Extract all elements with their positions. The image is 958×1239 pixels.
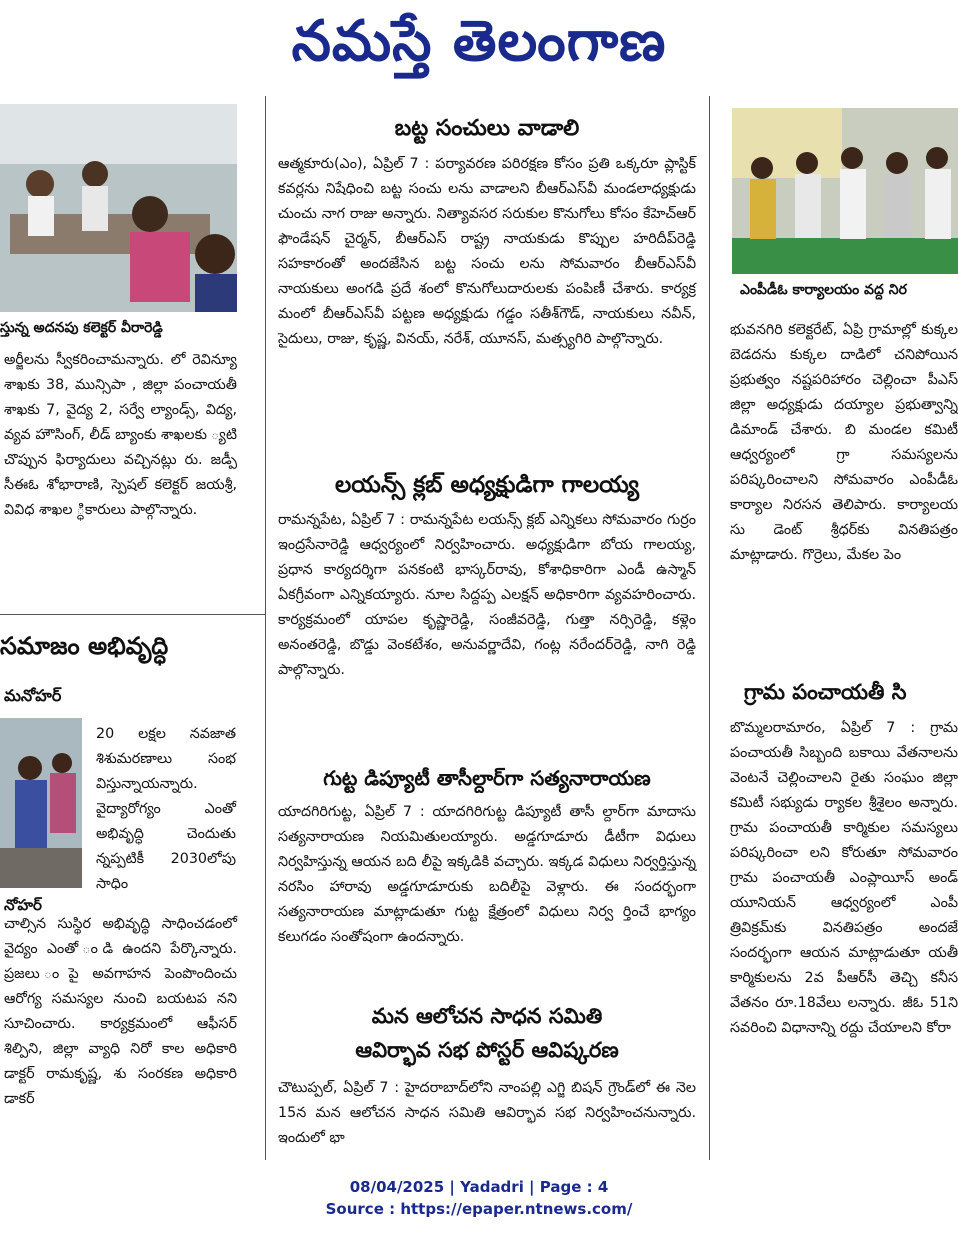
news-photo-health	[0, 718, 82, 888]
footer-date-page: 08/04/2025 | Yadadri | Page : 4	[349, 1178, 609, 1196]
article4-headline-line1: మన ఆలోచన సాధన సమితి	[371, 1004, 603, 1028]
photo-health-image	[0, 718, 82, 888]
article2-headline: లయన్స్‌ క్లబ్‌ అధ్యక్షుడిగా గాలయ్య	[334, 472, 640, 498]
column-divider-left	[265, 96, 266, 1160]
footer-source-link[interactable]: Source : https://epaper.ntnews.com/	[325, 1200, 633, 1218]
right-headline: గ్రామ పంచాయతీ సి	[744, 680, 907, 704]
left-article-text-top: అర్జీలను స్వీకరించామన్నారు. లో రెవిన్యూ శాఖకు 38, మున్సిపా , జిల్లా పంచాయతీ శాఖకు 7, వైద్య 2, సర్వే ల్యాండ్స్‌, విద్య, వ్యవ హౌసింగ్‌, లీడ్‌ బ్యాంకు శాఖలకు ్యటి చొప్పున ఫిర్యాదులు వచ్చినట్లు రు. జడ్పీ సీఈఓ శోభారాణి, స్పెషల్‌ కలెక్టర్‌ జయశ్రీ, వివిధ శాఖల ్ధికారులు పాల్గొన్నారు.	[4, 352, 237, 518]
photo-protest-image	[732, 108, 958, 274]
article3-headline: గుట్ట డిప్యూటీ తాసీల్దార్‌గా సత్యనారాయణ	[323, 766, 651, 790]
left-article-text-bottom: చాల్సిన సుస్థిర అభివృద్ధి సాధించడంలో వైద్యం ఎంతో ండి ఉందని పేర్కొన్నారు. ప్రజలు ంపై అవగాహన పెంపొందించు ఆరోగ్య సమస్యల నుంచి బయటప నని సూచించారు. కార్యక్రమంలో ఆఫీసర్‌ శిల్పిని, జిల్లా వ్యాధి నిరో కాల అధికారి డాక్టర్‌ రామకృష్ణ, శు సంరకణ అధికారి డాకర్‌	[4, 916, 237, 1107]
article1-headline: బట్ట సంచులు వాడాలి	[394, 116, 580, 141]
photo-caption-right: ఎంపీడీఓ కార్యాలయం వద్ద నిర	[740, 282, 907, 298]
left-horizontal-divider	[0, 614, 265, 615]
article4-body: చౌటుప్పల్‌, ఏప్రిల్‌ 7 : హైదరాబాద్‌లోని నాంపల్లి ఎగ్జి బిషన్‌ గ్రౌండ్‌లో ఈ నెల 15న మన ఆలోచన సాధన సమితి ఆవిర్భావ సభ నిర్వహించనున్నారు. ఇందులో భా	[278, 1080, 696, 1146]
photo-caption-health: నోహర్‌	[4, 896, 42, 914]
masthead	[0, 6, 958, 76]
right-article-text-top: భువనగిరి కలెక్టరేట్‌, ఏప్రి గ్రామాల్లో కుక్కల బెడదను కుక్కల దాడిలో చనిపోయిన ప్రభుత్వం నష్టపరిహారం చెల్లించా పీఎస్‌ జిల్లా అధ్యక్షుడు దయ్యాల ప్రభుత్వాన్ని డిమాండ్‌ చేశారు. బి మండల కమిటీ ఆధ్వర్యంలో గ్రా సమస్యలను పరిష్కరించాలని సోమవారం ఎంపీడీఓ కార్యాల నిరసన తెలిపారు. కార్యాలయ సు డెంట్‌ శ్రీధర్‌కు వినతిపత్రం మాట్లాడారు. గొర్రెలు, మేకల పెం	[730, 322, 958, 563]
article2-body: రామన్నపేట, ఏప్రిల్‌ 7 : రామన్నపేట లయన్స్‌ క్లబ్‌ ఎన్నికలు సోమవారం గుర్రం ఇంద్రసేనారెడ్డి ఆధ్వర్యంలో నిర్వహించారు. అధ్యక్షుడిగా బోయ గాలయ్య, ప్రధాన కార్యదర్శిగా పనకంటి భాస్కర్‌రావు, కోశాధికారిగా ఎండీ ఉస్మాన్‌ ఏకగ్రీవంగా ఎన్నికయ్యారు. నూల సిద్దప్ప ఎలక్షన్‌ అధికారిగా వ్యవహరించారు. కార్యక్రమంలో యాపల కృష్ణారెడ్డి, సంజీవరెడ్డి, గుత్తా నర్సిరెడ్డి, కళ్లెం అనంతరెడ్డి, బొడ్డు వెంకటేశం, అనువర్ణాదేవి, గంట్ల నరేందర్‌రెడ్డి, నాగి రెడ్డి పాల్గొన్నారు.	[278, 512, 696, 678]
article4-headline-line2: ఆవిర్భావ సభ పోస్టర్‌ ఆవిష్కరణ	[355, 1038, 619, 1062]
left-headline: సమాజం అభివృద్ధి	[0, 632, 169, 660]
left-article-text-side: 20 లక్షల నవజాత శిశుమరణాలు సంభ విస్తున్నాయన్నారు. వైద్యారోగ్యం ఎంతో అభివృద్ధి చెందుతు న్నప్పటికీ 2030లోపు సాధిం	[96, 726, 236, 892]
photo-meeting-image	[0, 104, 237, 312]
article3-body: యాదగిరిగుట్ట, ఏప్రిల్‌ 7 : యాదగిరిగుట్ట డిప్యూటీ తాసీ ల్దార్‌గా మాదాసు సత్యనారాయణ నియమితులయ్యారు. అడ్డగూడూరు డీటీగా విధులు నిర్వహిస్తున్న ఆయన బది లీపై ఇక్కడికి వచ్చారు. ఇక్కడ విధులు నిర్వర్తిస్తున్న నరసిం హారావు అడ్డగూడూరుకు బదిలీపై వెళ్లారు. ఈ సందర్భంగా సత్యనారాయణ మాట్లాడుతూ గుట్ట క్షేత్రంలో విధులు నిర్వ ర్తించే భాగ్యం కలుగడం సంతోషంగా ఉందన్నారు.	[278, 804, 696, 945]
news-photo-protest	[732, 108, 958, 274]
article1-body: ఆత్మకూరు(ఎం), ఏప్రిల్‌ 7 : పర్యావరణ పరిరక్షణ కోసం ప్రతి ఒక్కరూ ప్లాస్టిక్‌ కవర్లను నిషేధించి బట్ట సంచు లను వాడాలని బీఆర్‌ఎస్‌వీ మండలాధ్యక్షుడు చుంచు నాగ రాజు అన్నారు. నిత్యావసర సరుకుల కొనుగోలు కోసం కేహెచ్‌ఆర్‌ ఫౌండేషన్‌ చైర్మన్‌, బీఆర్‌ఎస్‌ రాష్ట్ర నాయకుడు కొప్పుల హరిదీప్‌రెడ్డి సహకారంతో అందజేసిన బట్ట సంచు లను సోమవారం బీఆర్‌ఎస్‌వీ నాయకులు అంగడి ప్రదే శంలో కొనుగోలుదారులకు పంపిణీ చేశారు. కార్యక్ర మంలో బీఆర్‌ఎస్‌వీ పట్టణ అధ్యక్షుడు గడ్డం సతీశ్‌గౌడ్‌, నాయకులు నవీన్‌, సైదులు, రాజు, కృష్ణ, వినయ్‌, నరేశ్‌, యూనస్‌, మత్స్యగిరి పాల్గొన్నారు.	[278, 156, 696, 347]
news-photo-meeting	[0, 104, 237, 312]
right-article-text-bottom: బొమ్మలరామారం, ఏప్రిల్‌ 7 : గ్రామ పంచాయతీ సిబ్బంది బకాయి వేతనాలను వెంటనే చెల్లించాలని రైతు సంఘం జిల్లా కమిటీ సభ్యుడు ర్యాకల శ్రీశైలం అన్నారు. గ్రామ పంచాయతీ కార్మికుల సమస్యలు పరిష్కరించా లని కోరుతూ సోమవారం గ్రామ పంచాయతీ ఎంప్లాయీస్‌ అండ్‌ యూనియన్‌ ఆధ్వర్యంలో ఎంపీ త్రివిక్రమ్‌కు వినతిపత్రం అందజే సందర్భంగా ఆయన మాట్లాడుతూ యతీ కార్మికులను 2వ పీఆర్‌సీ తెచ్చి కనీస వేతనం రూ.18వేలు లన్నారు. జీఓ 51ని సవరించి విధానాన్ని రద్దు చేయాలని కోరా	[730, 720, 958, 1036]
column-divider-right	[709, 96, 710, 1160]
masthead-title: నమస్తే తెలంగాణ	[291, 8, 667, 74]
left-byline: మనోహర్‌	[4, 686, 62, 705]
photo-caption-left: స్తున్న అదనపు కలెక్టర్‌ వీరారెడ్డి	[0, 320, 163, 336]
